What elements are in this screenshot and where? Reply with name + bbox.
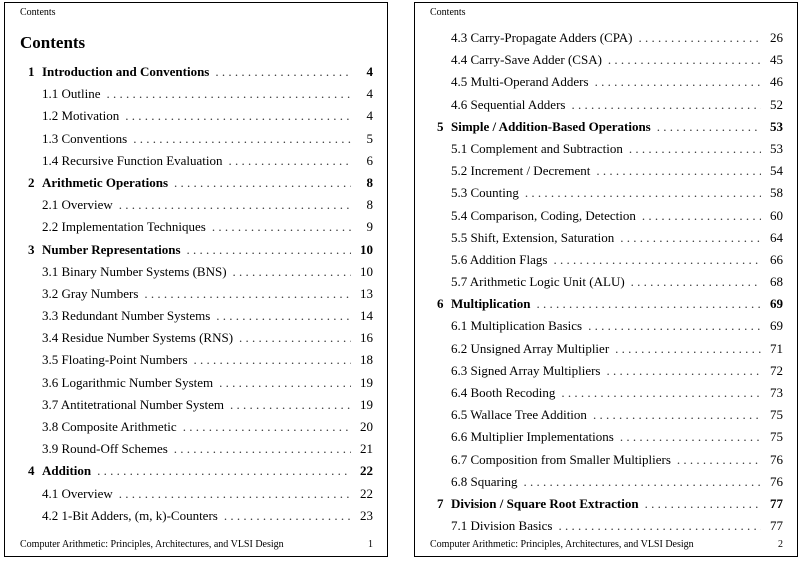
dot-leader xyxy=(642,208,761,224)
entry-page-number: 53 xyxy=(770,118,783,134)
running-header: Contents xyxy=(20,7,56,18)
entry-title: 6.2 Unsigned Array Multiplier xyxy=(451,340,610,356)
entry-title: 6.8 Squaring xyxy=(451,473,518,489)
entry-title: 3.5 Floating-Point Numbers xyxy=(42,352,188,368)
entry-page-number: 16 xyxy=(360,330,373,346)
entry-page-number: 60 xyxy=(770,207,783,223)
toc-section-entry[interactable] xyxy=(5,508,387,530)
entry-title: Simple / Addition-Based Operations xyxy=(451,118,651,134)
entry-title: 3.1 Binary Number Systems (BNS) xyxy=(42,263,227,279)
dot-leader xyxy=(174,441,351,457)
chapter-number: 2 xyxy=(28,174,35,190)
entry-page-number: 19 xyxy=(360,374,373,390)
entry-title: 6.7 Composition from Smaller Multipliers xyxy=(451,451,671,467)
toc-section-entry[interactable] xyxy=(5,352,387,374)
dot-leader xyxy=(558,518,761,534)
entry-page-number: 66 xyxy=(770,251,783,267)
toc-section-entry[interactable] xyxy=(5,486,387,508)
entry-title: Division / Square Root Extraction xyxy=(451,495,639,511)
entry-title: 5.4 Comparison, Coding, Detection xyxy=(451,207,636,223)
dot-leader xyxy=(187,242,351,258)
entry-title: 3.9 Round-Off Schemes xyxy=(42,441,168,457)
dot-leader xyxy=(230,397,351,413)
toc-section-entry[interactable] xyxy=(415,429,797,451)
entry-title: 5.6 Addition Flags xyxy=(451,251,548,267)
toc-section-entry[interactable] xyxy=(415,52,797,74)
toc-section-entry[interactable] xyxy=(415,407,797,429)
toc-section-entry[interactable] xyxy=(415,97,797,119)
entry-page-number: 21 xyxy=(360,441,373,457)
toc-chapter-entry[interactable] xyxy=(5,64,387,86)
entry-title: 2.2 Implementation Techniques xyxy=(42,219,206,235)
toc-section-entry[interactable] xyxy=(5,397,387,419)
entry-page-number: 4 xyxy=(366,64,373,79)
toc-section-entry[interactable] xyxy=(5,219,387,241)
toc-section-entry[interactable] xyxy=(5,86,387,108)
toc-chapter-entry[interactable] xyxy=(5,175,387,197)
entry-page-number: 46 xyxy=(770,74,783,90)
toc-section-entry[interactable] xyxy=(415,341,797,363)
entry-page-number: 45 xyxy=(770,52,783,68)
toc-section-entry[interactable] xyxy=(415,163,797,185)
dot-leader xyxy=(133,131,351,147)
entry-page-number: 69 xyxy=(770,296,783,312)
entry-page-number: 19 xyxy=(360,396,373,412)
contents-heading: Contents xyxy=(20,33,86,52)
entry-title: Multiplication xyxy=(451,296,531,312)
toc-section-entry[interactable] xyxy=(5,108,387,130)
dot-leader xyxy=(144,286,351,302)
footer-title: Computer Arithmetic: Principles, Architectures, and VLSI Design xyxy=(20,539,284,550)
entry-page-number: 54 xyxy=(770,163,783,179)
dot-leader xyxy=(212,219,351,235)
toc-list xyxy=(5,64,387,530)
chapter-number: 4 xyxy=(28,463,35,479)
entry-page-number: 18 xyxy=(360,352,373,368)
dot-leader xyxy=(219,375,351,391)
page-2 xyxy=(414,2,798,557)
entry-page-number: 53 xyxy=(770,140,783,156)
toc-chapter-entry[interactable] xyxy=(5,463,387,485)
dot-leader xyxy=(629,141,761,157)
dot-leader xyxy=(229,153,351,169)
dot-leader xyxy=(639,30,762,46)
entry-title: 5.7 Arithmetic Logic Unit (ALU) xyxy=(451,274,625,290)
dot-leader xyxy=(620,230,761,246)
entry-page-number: 9 xyxy=(366,219,373,235)
entry-page-number: 14 xyxy=(360,308,373,324)
entry-page-number: 4 xyxy=(366,86,373,102)
dot-leader xyxy=(571,97,761,113)
entry-title: 6.6 Multiplier Implementations xyxy=(451,429,614,445)
entry-page-number: 69 xyxy=(770,318,783,334)
entry-page-number: 4 xyxy=(366,108,373,124)
toc-section-entry[interactable] xyxy=(415,274,797,296)
entry-page-number: 75 xyxy=(770,407,783,423)
entry-page-number: 5 xyxy=(366,130,373,146)
toc-section-entry[interactable] xyxy=(5,330,387,352)
dot-leader xyxy=(596,163,761,179)
entry-page-number: 71 xyxy=(770,340,783,356)
entry-page-number: 10 xyxy=(360,263,373,279)
dot-leader xyxy=(677,452,761,468)
dot-leader xyxy=(224,508,351,524)
entry-title: 4.1 Overview xyxy=(42,485,113,501)
toc-section-entry[interactable] xyxy=(5,153,387,175)
toc-section-entry[interactable] xyxy=(5,264,387,286)
entry-title: 7.1 Division Basics xyxy=(451,518,553,534)
entry-title: Addition xyxy=(42,463,92,479)
entry-page-number: 68 xyxy=(770,274,783,290)
entry-title: Introduction and Conventions xyxy=(42,64,210,79)
dot-leader xyxy=(525,185,761,201)
page-1 xyxy=(4,2,388,557)
toc-section-entry[interactable] xyxy=(415,230,797,252)
entry-page-number: 20 xyxy=(360,419,373,434)
chapter-number: 3 xyxy=(28,241,35,257)
dot-leader xyxy=(608,52,761,68)
entry-title: Number Representations xyxy=(42,241,181,257)
dot-leader xyxy=(239,330,351,346)
chapter-number: 5 xyxy=(437,118,444,134)
dot-leader xyxy=(595,74,761,90)
entry-page-number: 22 xyxy=(360,463,373,479)
entry-title: 5.1 Complement and Subtraction xyxy=(451,140,623,156)
entry-title: 6.5 Wallace Tree Addition xyxy=(451,407,587,423)
toc-section-entry[interactable] xyxy=(415,474,797,496)
entry-title: 3.4 Residue Number Systems (RNS) xyxy=(42,330,234,346)
dot-leader xyxy=(194,352,351,368)
entry-page-number: 76 xyxy=(770,473,783,489)
entry-page-number: 72 xyxy=(770,362,783,378)
toc-section-entry[interactable] xyxy=(415,141,797,163)
footer-title: Computer Arithmetic: Principles, Architectures, and VLSI Design xyxy=(430,539,694,550)
entry-title: 2.1 Overview xyxy=(42,197,113,213)
dot-leader xyxy=(593,407,761,423)
entry-page-number: 76 xyxy=(770,451,783,467)
entry-title: 3.2 Gray Numbers xyxy=(42,285,139,301)
dot-leader xyxy=(107,86,352,102)
entry-page-number: 23 xyxy=(360,507,373,523)
toc-section-entry[interactable] xyxy=(415,185,797,207)
toc-chapter-entry[interactable] xyxy=(415,119,797,141)
toc-section-entry[interactable] xyxy=(5,419,387,441)
dot-leader xyxy=(119,197,351,213)
dot-leader xyxy=(216,308,351,324)
toc-chapter-entry[interactable] xyxy=(5,242,387,264)
toc-section-entry[interactable] xyxy=(415,30,797,52)
entry-title: 4.5 Multi-Operand Adders xyxy=(451,74,589,90)
toc-section-entry[interactable] xyxy=(415,74,797,96)
entry-title: 5.3 Counting xyxy=(451,185,519,201)
page-number: 1 xyxy=(368,539,373,550)
dot-leader xyxy=(553,252,761,268)
entry-page-number: 64 xyxy=(770,229,783,245)
entry-page-number: 26 xyxy=(770,30,783,45)
toc-chapter-entry[interactable] xyxy=(415,496,797,518)
toc-section-entry[interactable] xyxy=(415,252,797,274)
entry-title: 6.1 Multiplication Basics xyxy=(451,318,583,334)
dot-leader xyxy=(615,341,761,357)
entry-title: 4.4 Carry-Save Adder (CSA) xyxy=(451,52,602,68)
entry-title: 4.6 Sequential Adders xyxy=(451,96,566,112)
entry-page-number: 75 xyxy=(770,429,783,445)
entry-title: 4.2 1-Bit Adders, (m, k)-Counters xyxy=(42,507,218,523)
dot-leader xyxy=(620,429,761,445)
toc-section-entry[interactable] xyxy=(415,363,797,385)
dot-leader xyxy=(183,419,351,435)
page-number: 2 xyxy=(778,539,783,550)
chapter-number: 7 xyxy=(437,495,444,511)
dot-leader xyxy=(607,363,762,379)
entry-page-number: 77 xyxy=(770,495,783,511)
entry-page-number: 52 xyxy=(770,96,783,112)
entry-page-number: 8 xyxy=(366,197,373,213)
toc-section-entry[interactable] xyxy=(415,385,797,407)
dot-leader xyxy=(645,496,761,512)
dot-leader xyxy=(536,296,761,312)
entry-title: 1.3 Conventions xyxy=(42,130,128,146)
dot-leader xyxy=(119,486,351,502)
dot-leader xyxy=(588,318,761,334)
entry-title: 1.4 Recursive Function Evaluation xyxy=(42,152,223,168)
entry-page-number: 6 xyxy=(366,152,373,168)
entry-title: 6.4 Booth Recoding xyxy=(451,385,556,400)
entry-page-number: 13 xyxy=(360,285,373,301)
dot-leader xyxy=(125,108,351,124)
entry-page-number: 10 xyxy=(360,241,373,257)
entry-page-number: 22 xyxy=(360,485,373,501)
toc-section-entry[interactable] xyxy=(5,197,387,219)
dot-leader xyxy=(657,119,761,135)
toc-section-entry[interactable] xyxy=(5,286,387,308)
chapter-number: 6 xyxy=(437,296,444,312)
dot-leader xyxy=(233,264,351,280)
entry-title: 1.2 Motivation xyxy=(42,108,120,124)
entry-title: Arithmetic Operations xyxy=(42,174,169,190)
dot-leader xyxy=(97,463,351,479)
entry-title: 3.8 Composite Arithmetic xyxy=(42,419,177,434)
entry-title: 3.6 Logarithmic Number System xyxy=(42,374,214,390)
dot-leader xyxy=(631,274,761,290)
entry-page-number: 8 xyxy=(366,174,373,190)
entry-title: 4.3 Carry-Propagate Adders (CPA) xyxy=(451,30,633,45)
entry-title: 5.2 Increment / Decrement xyxy=(451,163,591,179)
toc-section-entry[interactable] xyxy=(415,452,797,474)
dot-leader xyxy=(215,64,351,80)
toc-section-entry[interactable] xyxy=(5,131,387,153)
chapter-number: 1 xyxy=(28,64,35,79)
toc-section-entry[interactable] xyxy=(415,318,797,340)
toc-section-entry[interactable] xyxy=(415,208,797,230)
entry-page-number: 58 xyxy=(770,185,783,201)
toc-chapter-entry[interactable] xyxy=(415,296,797,318)
entry-page-number: 77 xyxy=(770,518,783,534)
entry-title: 6.3 Signed Array Multipliers xyxy=(451,362,601,378)
toc-section-entry[interactable] xyxy=(5,441,387,463)
dot-leader xyxy=(174,175,351,191)
dot-leader xyxy=(561,385,761,401)
entry-title: 5.5 Shift, Extension, Saturation xyxy=(451,229,615,245)
entry-title: 1.1 Outline xyxy=(42,86,101,102)
entry-title: 3.7 Antitetrational Number System xyxy=(42,396,224,412)
toc-section-entry[interactable] xyxy=(5,375,387,397)
entry-page-number: 73 xyxy=(770,385,783,400)
dot-leader xyxy=(523,474,761,490)
running-header: Contents xyxy=(430,7,466,18)
toc-section-entry[interactable] xyxy=(415,518,797,540)
toc-section-entry[interactable] xyxy=(5,308,387,330)
entry-title: 3.3 Redundant Number Systems xyxy=(42,308,211,324)
toc-list xyxy=(415,30,797,540)
